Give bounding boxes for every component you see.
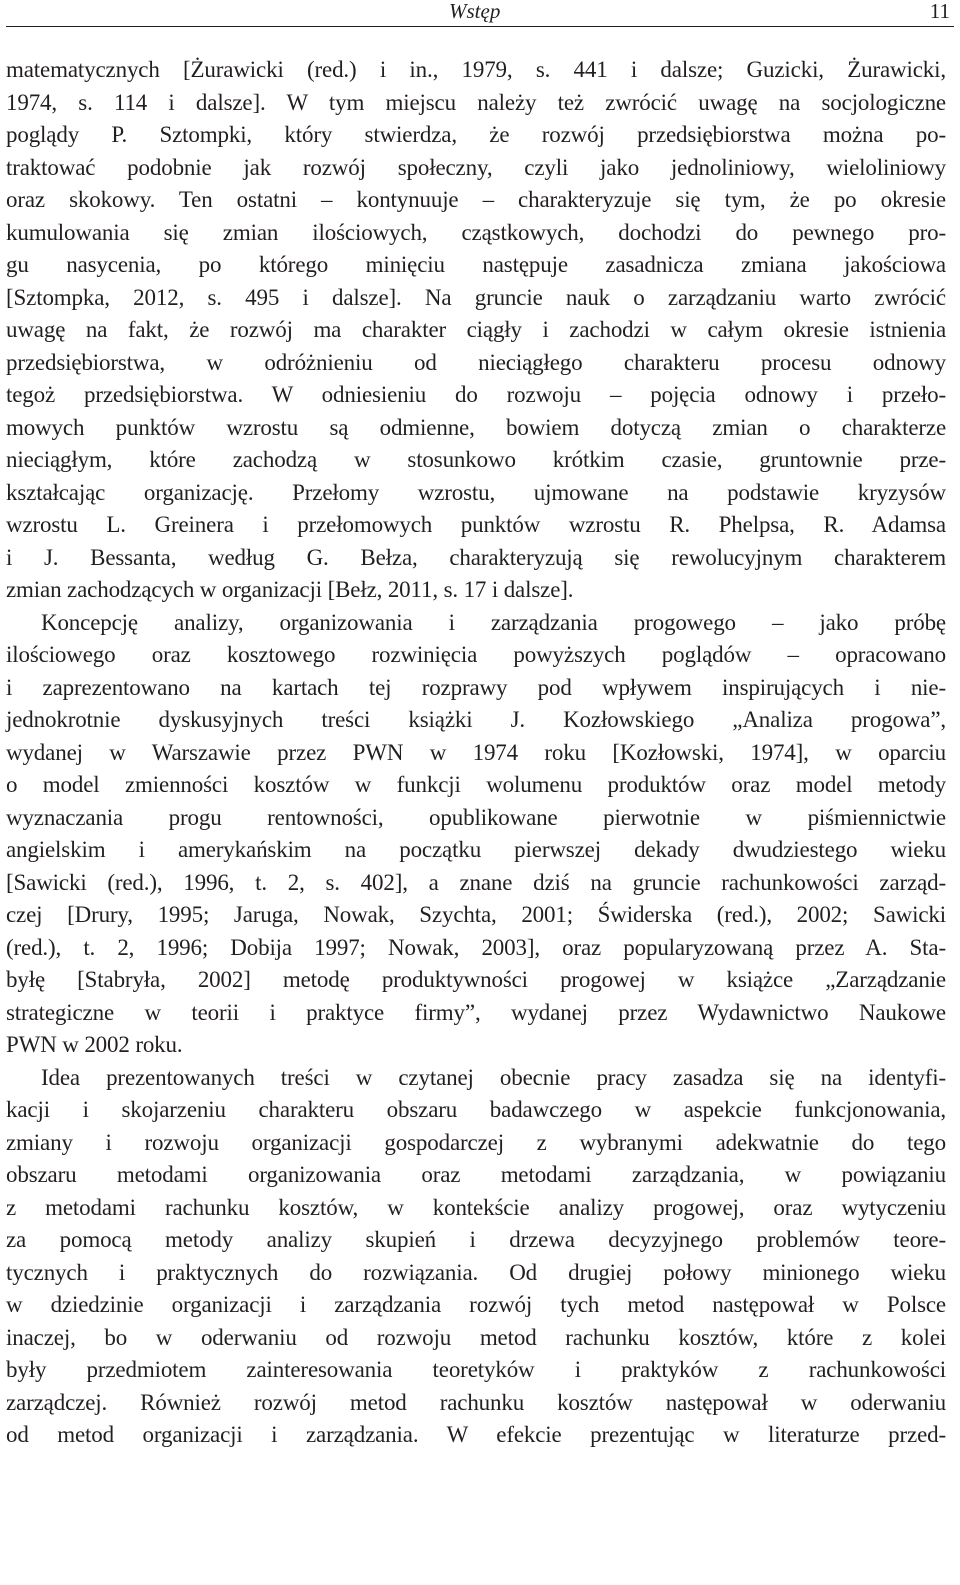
paragraph xyxy=(6,607,946,1062)
text-line: zmiany i rozwoju organizacji gospodarczej z wybranymi adekwatnie do tego xyxy=(6,1129,946,1155)
text-line: w dziedzinie organizacji i zarządzania rozwój tych metod następował w Polsce xyxy=(6,1292,946,1317)
text-line: zmian zachodzących w organizacji [Bełz, 2011, s. 17 i dalsze]. xyxy=(6,577,574,602)
running-header xyxy=(6,0,954,27)
text-line: i J. Bessanta, według G. Bełza, charakteryzują się rewolucyjnym charakterem xyxy=(6,544,946,570)
page-number: 11 xyxy=(929,0,950,23)
paragraph xyxy=(6,1062,946,1452)
text-line: były przedmiotem zainteresowania teoretyków i praktyków z rachunkowości xyxy=(6,1357,946,1382)
text-line: byłę [Stabryła, 2002] metodę produktywności progowej w książce „Zarządzanie xyxy=(6,967,946,992)
text-line: [Sawicki (red.), 1996, t. 2, s. 402], a znane dziś na gruncie rachunkowości zarząd- xyxy=(6,869,946,895)
text-line: przedsiębiorstwa, w odróżnieniu od nieciągłego charakteru procesu odnowy xyxy=(6,349,946,375)
text-line: kształcając organizację. Przełomy wzrostu, ujmowane na podstawie kryzysów xyxy=(6,479,946,505)
text-line: (red.), t. 2, 1996; Dobija 1997; Nowak, 2003], oraz popularyzowaną przez A. Sta- xyxy=(6,934,946,960)
text-line: oraz skokowy. Ten ostatni – kontynuuje – charakteryzuje się tym, że po okresie xyxy=(6,187,946,212)
paragraph xyxy=(6,54,946,607)
text-line: i zaprezentowano na kartach tej rozprawy pod wpływem inspirujących i nie- xyxy=(6,674,946,700)
text-line: 1974, s. 114 i dalsze]. W tym miejscu należy też zwrócić uwagę na socjologiczne xyxy=(6,89,946,115)
text-line: zarządczej. Również rozwój metod rachunku kosztów następował w oderwaniu xyxy=(6,1389,946,1415)
text-line: wydanej w Warszawie przez PWN w 1974 roku [Kozłowski, 1974], w oparciu xyxy=(6,739,946,765)
text-line: nieciągłym, które zachodzą w stosunkowo krótkim czasie, gruntownie prze- xyxy=(6,447,946,472)
text-line: mowych punktów wzrostu są odmienne, bowiem dotyczą zmian o charakterze xyxy=(6,414,946,440)
text-line: z metodami rachunku kosztów, w kontekście analizy progowej, oraz wytyczeniu xyxy=(6,1194,946,1220)
text-line: kumulowania się zmian ilościowych, cząstkowych, dochodzi do pewnego pro- xyxy=(6,219,946,245)
text-line: uwagę na fakt, że rozwój ma charakter ciągły i zachodzi w całym okresie istnienia xyxy=(6,317,946,342)
body-text xyxy=(6,54,946,1452)
text-line: strategiczne w teorii i praktyce firmy”, wydanej przez Wydawnictwo Naukowe xyxy=(6,999,946,1025)
text-line: gu nasycenia, po którego minięciu następuje zasadnicza zmiana jakościowa xyxy=(6,252,946,277)
text-line: Koncepcję analizy, organizowania i zarządzania progowego – jako próbę xyxy=(41,609,946,635)
text-line: tegoż przedsiębiorstwa. W odniesieniu do rozwoju – pojęcia odnowy i przeło- xyxy=(6,382,946,407)
text-line: poglądy P. Sztompki, który stwierdza, że rozwój przedsiębiorstwa można po- xyxy=(6,122,946,147)
running-title: Wstęp xyxy=(449,0,501,23)
text-line: od metod organizacji i zarządzania. W efekcie prezentując w literaturze przed- xyxy=(6,1422,946,1447)
text-line: kacji i skojarzeniu charakteru obszaru badawczego w aspekcie funkcjonowania, xyxy=(6,1097,946,1122)
text-line: traktować podobnie jak rozwój społeczny, czyli jako jednoliniowy, wieloliniowy xyxy=(6,154,946,180)
text-line: za pomocą metody analizy skupień i drzewa decyzyjnego problemów teore- xyxy=(6,1227,946,1252)
text-line: tycznych i praktycznych do rozwiązania. Od drugiej połowy minionego wieku xyxy=(6,1259,946,1285)
text-line: Idea prezentowanych treści w czytanej obecnie pracy zasadza się na identyfi- xyxy=(41,1064,946,1090)
text-line: jednokrotnie dyskusyjnych treści książki J. Kozłowskiego „Analiza progowa”, xyxy=(6,707,946,732)
text-line: wzrostu L. Greinera i przełomowych punktów wzrostu R. Phelpsa, R. Adamsa xyxy=(6,512,946,537)
text-line: wyznaczania progu rentowności, opublikowane pierwotnie w piśmiennictwie xyxy=(6,804,946,830)
text-line: czej [Drury, 1995; Jaruga, Nowak, Szychta, 2001; Świderska (red.), 2002; Sawicki xyxy=(6,902,946,927)
text-line: PWN w 2002 roku. xyxy=(6,1032,183,1057)
text-line: o model zmienności kosztów w funkcji wolumenu produktów oraz model metody xyxy=(6,772,946,797)
text-line: obszaru metodami organizowania oraz metodami zarządzania, w powiązaniu xyxy=(6,1162,946,1187)
text-line: inaczej, bo w oderwaniu od rozwoju metod rachunku kosztów, które z kolei xyxy=(6,1324,946,1350)
text-line: matematycznych [Żurawicki (red.) i in., 1979, s. 441 i dalsze; Guzicki, Żurawicki, xyxy=(6,57,946,82)
text-line: ilościowego oraz kosztowego rozwinięcia powyższych poglądów – opracowano xyxy=(6,642,946,667)
text-line: [Sztompka, 2012, s. 495 i dalsze]. Na gruncie nauk o zarządzaniu warto zwrócić xyxy=(6,284,946,310)
text-line: angielskim i amerykańskim na początku pierwszej dekady dwudziestego wieku xyxy=(6,837,946,862)
